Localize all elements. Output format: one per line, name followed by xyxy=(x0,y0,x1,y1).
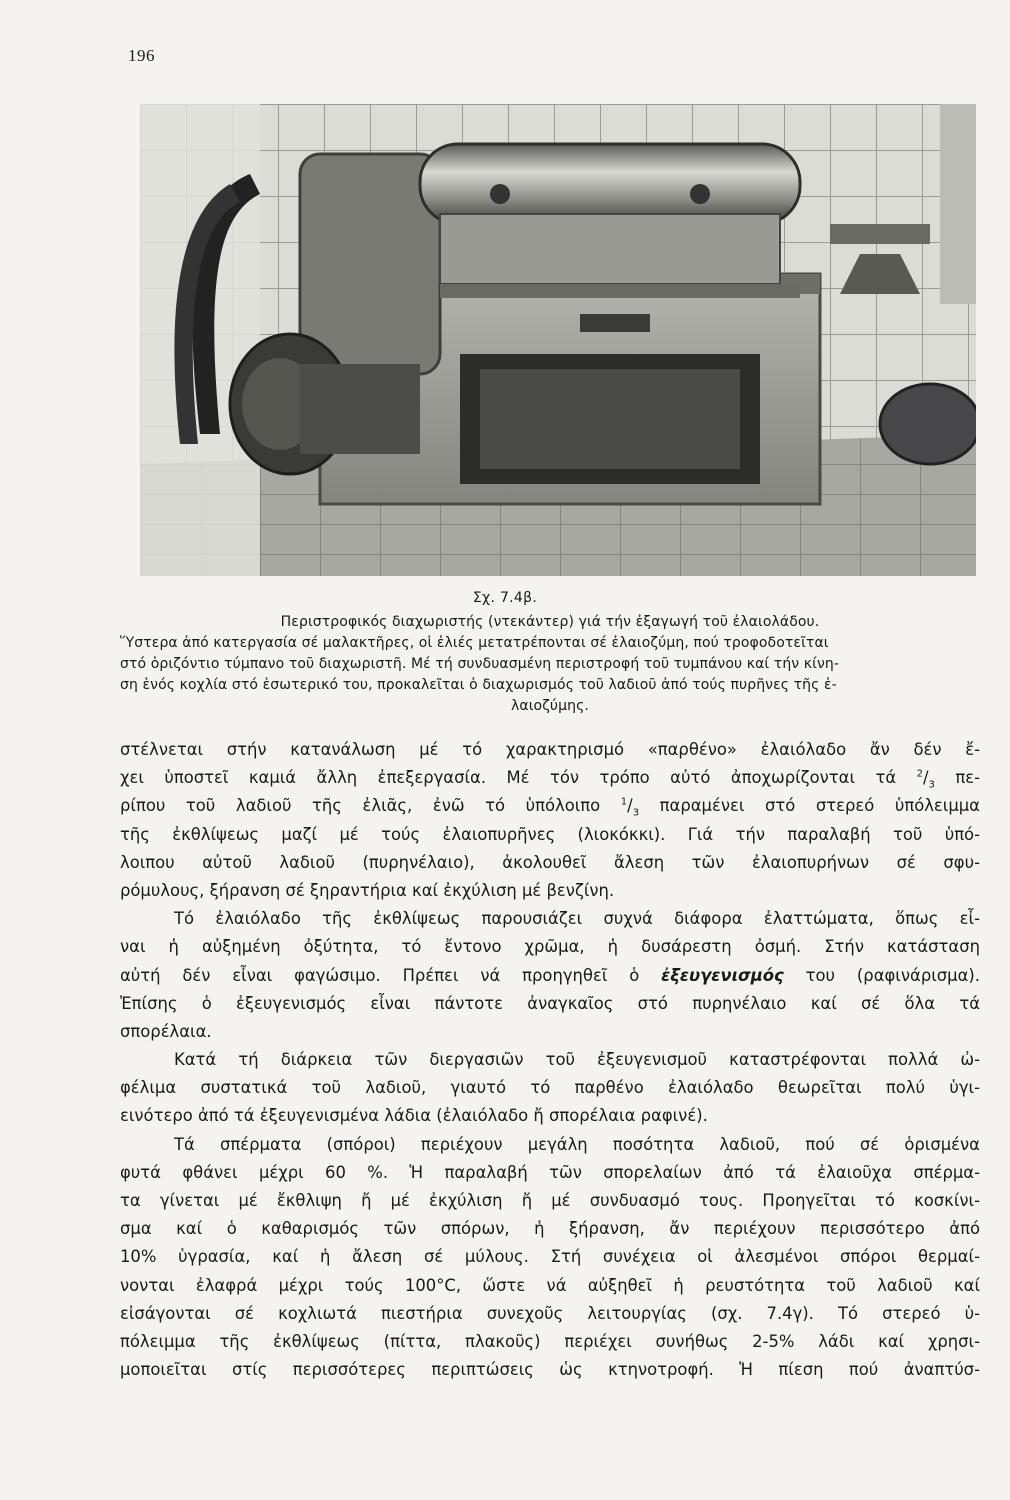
text-line: εινότερο ἀπό τά ἐξευγενισμένα λάδια (ἐλαιόλαδο ἤ σπορέλαια ραφινέ). xyxy=(120,1106,708,1126)
text-line: φέλιμα συστατικά τοῦ λαδιοῦ, γιαυτό τό παρθένο ἐλαιόλαδο θεωρεῖται πολύ ὑγι- xyxy=(120,1078,980,1098)
text-line: στέλνεται στήν κατανάλωση μέ τό χαρακτηρισμό «παρθένο» ἐλαιόλαδο ἄν δέν ἔ- xyxy=(120,740,980,759)
text-line: ρόμυλους, ξήρανση σέ ξηραντήρια καί ἐκχύλιση μέ βενζίνη. xyxy=(120,880,615,900)
text-line: εἰσάγονται σέ κοχλιωτά πιεστήρια συνεχοῦς λειτουργίας (σχ. 7.4γ). Τό στερεό ὑ- xyxy=(120,1303,980,1323)
decanter-photo xyxy=(140,104,976,576)
caption-line: λαιοζύμης. xyxy=(511,698,589,714)
text-line: τα γίνεται μέ ἔκθλιψη ἤ μέ ἐκχύλιση ἤ μέ συνδυασμό τους. Προηγεῖται τό κοσκίνι- xyxy=(120,1191,980,1210)
text-line: χει ὑποστεῖ καμιά ἄλλη ἐπεξεργασία. Μέ τόν τρόπο αὐτό ἀποχωρίζονται τά $^2/_3$ πε- xyxy=(120,768,980,791)
text-line: σμα καί ὁ καθαρισμός τῶν σπόρων, ἡ ξήρανση, ἄν περιέχουν περισσότερο ἀπό xyxy=(120,1219,980,1239)
figure-label: Σχ. 7.4β. xyxy=(472,590,538,606)
text-line: μοποιεῖται στίς περισσότερες περιπτώσεις ὡς κτηνοτροφή. Ἡ πίεση πού ἀναπτύσ- xyxy=(120,1360,980,1380)
caption-line: ση ἑνός κοχλία στό ἐσωτερικό του, προκαλεῖται ὁ διαχωρισμός τοῦ λαδιοῦ ἀπό τούς πυρῆνες τῆς ἐ- xyxy=(120,677,837,693)
emphasis-term: ἐξευγενισμός xyxy=(661,965,784,985)
text-line: σπορέλαια. xyxy=(120,1021,212,1041)
page-number: 196 xyxy=(128,46,155,65)
text-line: φυτά φθάνει μέχρι 60 %. Ἡ παραλαβή τῶν σπορελαίων ἀπό τά ἐλαιοῦχα σπέρμα- xyxy=(120,1162,980,1182)
text-line: Τό ἐλαιόλαδο τῆς ἐκθλίψεως παρουσιάζει συχνά διάφορα ἐλαττώματα, ὅπως εἶ- xyxy=(174,909,980,929)
text-line: Ἐπίσης ὁ ἐξευγενισμός εἶναι πάντοτε ἀναγκαῖος στό πυρηνέλαιο καί σέ ὅλα τά xyxy=(120,993,980,1013)
caption-line: Περιστροφικός διαχωριστής (ντεκάντερ) γιά τήν ἐξαγωγή τοῦ ἐλαιολάδου. xyxy=(280,614,820,630)
figure-caption xyxy=(120,612,980,717)
text-line: Κατά τή διάρκεια τῶν διεργασιῶν τοῦ ἐξευγενισμοῦ καταστρέφονται πολλά ὠ- xyxy=(174,1050,980,1070)
caption-line: στό ὁριζόντιο τύμπανο τοῦ διαχωριστῆ. Μέ τή συνδυασμένη περιστροφή τοῦ τυμπάνου καί τήν κίνη- xyxy=(120,656,840,672)
text-line: λοιπου αὐτοῦ λαδιοῦ (πυρηνέλαιο), ἀκολουθεῖ ἄλεση τῶν ἐλαιοπυρήνων σέ σφυ- xyxy=(120,852,980,872)
text-line: ναι ἡ αὐξημένη ὀξύτητα, τό ἔντονο χρῶμα, ἡ δυσάρεστη ὀσμή. Στήν κατάσταση xyxy=(120,937,980,957)
body-text xyxy=(120,736,980,1384)
text-line: τῆς ἐκθλίψεως μαζί μέ τούς ἐλαιοπυρῆνες (λιοκόκκι). Γιά τήν παραλαβή τοῦ ὑπό- xyxy=(120,824,980,844)
text-line: ρίπου τοῦ λαδιοῦ τῆς ἐλιᾶς, ἐνῶ τό ὑπόλοιπο $^1/_3$ παραμένει στό στερεό ὑπόλειμμα xyxy=(120,796,980,819)
decanter-illustration xyxy=(140,104,976,576)
caption-line: Ὕστερα ἀπό κατεργασία σέ μαλακτῆρες, οἱ ἐλιές μετατρέπονται σέ ἐλαιοζύμη, πού τροφοδοτεῖται xyxy=(120,635,829,651)
text-line: 10% ὑγρασία, καί ἡ ἄλεση σέ μύλους. Στή συνέχεια οἱ ἀλεσμένοι σπόροι θερμαί- xyxy=(120,1247,980,1267)
text-line: αὐτή δέν εἶναι φαγώσιμο. Πρέπει νά προηγηθεῖ ὁ ἐξευγενισμός του (ραφινάρισμα). xyxy=(120,965,980,985)
text-line: πόλειμμα τῆς ἐκθλίψεως (πίττα, πλακοῦς) περιέχει συνήθως 2-5% λάδι καί χρησι- xyxy=(120,1331,980,1351)
text-line: νονται ἐλαφρά μέχρι τούς 100°C, ὥστε νά αὐξηθεῖ ἡ ρευστότητα τοῦ λαδιοῦ καί xyxy=(120,1275,980,1295)
text-line: Τά σπέρματα (σπόροι) περιέχουν μεγάλη ποσότητα λαδιοῦ, πού σέ ὁρισμένα xyxy=(174,1134,980,1154)
